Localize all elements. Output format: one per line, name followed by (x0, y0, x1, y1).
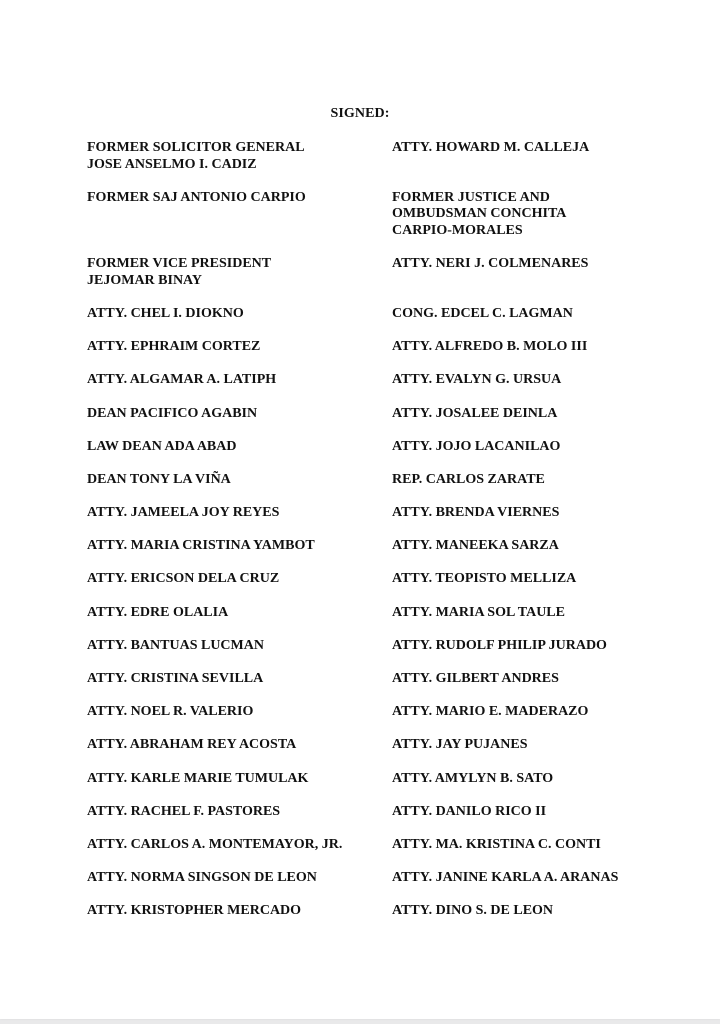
signatory-name: ATTY. RACHEL F. PASTORES (87, 803, 281, 819)
signatory-name: DEAN PACIFICO AGABIN (87, 405, 258, 421)
signatory-name: ATTY. DANILO RICO II (392, 803, 547, 819)
signatory-name: ATTY. RUDOLF PHILIP JURADO (392, 637, 607, 653)
signatory-name: ATTY. HOWARD M. CALLEJA (392, 140, 590, 155)
signatory-name: DEAN TONY LA VIÑA (87, 471, 231, 487)
signatory-name: ATTY. CHEL I. DIOKNO (87, 305, 244, 321)
signatory-name: ATTY. ABRAHAM REY ACOSTA (87, 737, 297, 753)
signatory-name: ATTY. DINO S. DE LEON (392, 903, 554, 919)
signatory-name: ATTY. EVALYN G. URSUA (392, 372, 562, 388)
signatory-name: ATTY. BANTUAS LUCMAN (87, 637, 264, 653)
signatory-name: ATTY. JANINE KARLA A. ARANAS (392, 870, 619, 886)
signatory-name: ATTY. MANEEKA SARZA (392, 538, 559, 554)
signatory-name: FORMER VICE PRESIDENT JEJOMAR BINAY (87, 256, 272, 288)
signatory-name: ATTY. JAY PUJANES (392, 737, 528, 753)
signatory-name: ATTY. CRISTINA SEVILLA (87, 671, 264, 686)
signatory-name: ATTY. JOJO LACANILAO (392, 438, 561, 454)
signatory-name: ATTY. CARLOS A. MONTEMAYOR, JR. (87, 836, 343, 852)
signatory-name: ATTY. MARIO E. MADERAZO (392, 704, 589, 720)
signatory-name: ATTY. MARIA SOL TAULE (392, 604, 565, 620)
signatory-name: ATTY. KRISTOPHER MERCADO (87, 903, 302, 919)
signatory-name: LAW DEAN ADA ABAD (87, 438, 237, 454)
signatory-name: FORMER SOLICITOR GENERAL JOSE ANSELMO I. CADIZ (87, 140, 305, 172)
signatory-name: ATTY. EPHRAIM CORTEZ (87, 339, 261, 355)
signatory-name: ATTY. NOEL R. VALERIO (87, 704, 254, 720)
signatory-name: ATTY. ALFREDO B. MOLO III (392, 339, 588, 355)
signatory-name: ATTY. JOSALEE DEINLA (392, 405, 558, 421)
signed-heading: SIGNED: (330, 106, 390, 121)
signatory-name: FORMER SAJ ANTONIO CARPIO (87, 189, 306, 205)
signatory-name: ATTY. ERICSON DELA CRUZ (87, 571, 280, 587)
signatory-name: ATTY. ALGAMAR A. LATIPH (87, 372, 277, 388)
signatory-name: ATTY. TEOPISTO MELLIZA (392, 571, 577, 587)
signatory-name: ATTY. MA. KRISTINA C. CONTI (392, 836, 601, 852)
signatory-list (87, 140, 647, 920)
signatory-name: ATTY. BRENDA VIERNES (392, 505, 560, 521)
signatory-name: ATTY. GILBERT ANDRES (392, 671, 559, 686)
signatory-name: ATTY. KARLE MARIE TUMULAK (87, 770, 309, 786)
signatory-name: REP. CARLOS ZARATE (392, 471, 545, 487)
signatory-name: ATTY. NERI J. COLMENARES (392, 256, 589, 272)
signatory-name: ATTY. EDRE OLALIA (87, 604, 229, 620)
signatory-name: ATTY. AMYLYN B. SATO (392, 770, 554, 786)
signatory-name: ATTY. JAMEELA JOY REYES (87, 505, 280, 521)
signatory-name: ATTY. NORMA SINGSON DE LEON (87, 870, 317, 886)
signatory-name: CONG. EDCEL C. LAGMAN (392, 305, 573, 321)
signatory-name: ATTY. MARIA CRISTINA YAMBOT (87, 538, 315, 554)
signatory-name: FORMER JUSTICE AND OMBUDSMAN CONCHITA CARPIO-MORALES (392, 189, 567, 238)
